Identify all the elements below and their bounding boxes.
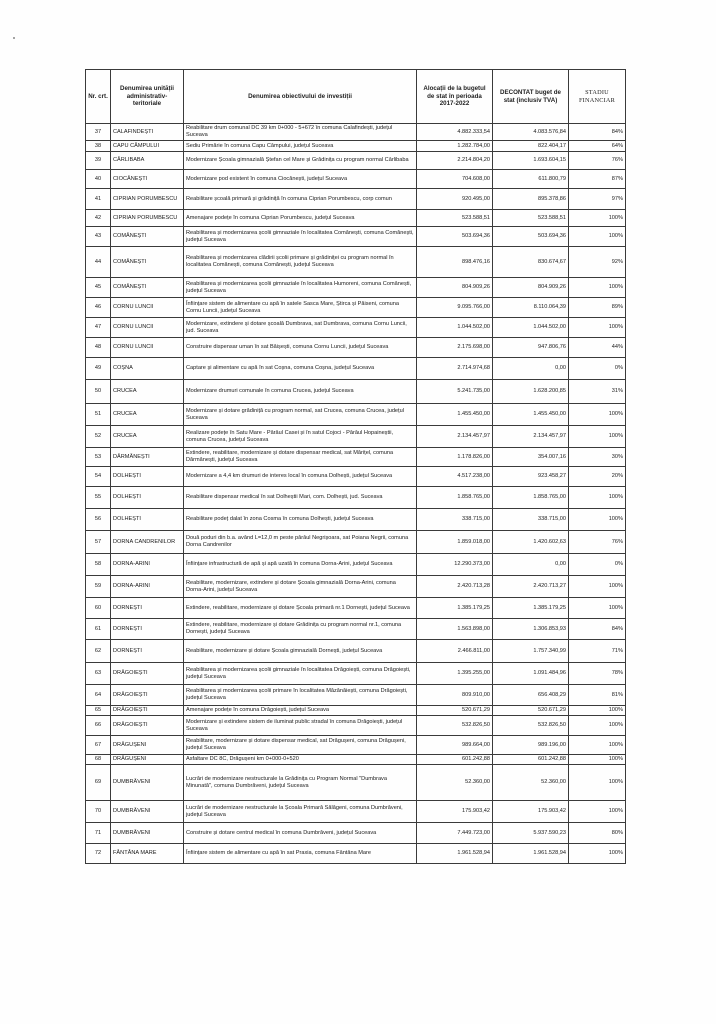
row-nr: 71 — [86, 823, 111, 844]
row-unit: DRĂGUȘENI — [111, 755, 184, 765]
row-allocation: 1.178.826,00 — [417, 448, 493, 467]
row-allocation: 2.420.713,28 — [417, 576, 493, 598]
investment-table — [85, 69, 626, 864]
header-nr: Nr. crt. — [86, 70, 111, 124]
row-nr: 66 — [86, 716, 111, 736]
row-objective: Reabilitare podeț dalat în zona Cosma în comuna Dolhești, județul Suceava — [184, 509, 417, 531]
row-stage: 100% — [569, 227, 626, 247]
row-settled: 0,00 — [493, 358, 569, 380]
row-nr: 44 — [86, 247, 111, 278]
row-stage: 89% — [569, 298, 626, 318]
row-settled: 830.674,67 — [493, 247, 569, 278]
table-row — [86, 298, 626, 318]
row-settled: 4.083.576,84 — [493, 124, 569, 141]
table-row — [86, 554, 626, 576]
row-objective: Lucrări de modernizare nestructurale la Școala Primară Sălăgeni, comuna Dumbrăveni, județul Suceava — [184, 801, 417, 823]
row-unit: DRĂGOIEȘTI — [111, 663, 184, 685]
row-allocation: 52.360,00 — [417, 765, 493, 801]
row-unit: DRĂGOIEȘTI — [111, 716, 184, 736]
row-unit: CORNU LUNCII — [111, 338, 184, 358]
table-row — [86, 736, 626, 755]
row-objective: Realizare podețe în Satu Mare - Pârâul Casei și în satul Cojoci - Pârâul Hopaineștii, comuna Crucea, județul Suceava — [184, 426, 417, 448]
row-nr: 37 — [86, 124, 111, 141]
row-allocation: 523.588,51 — [417, 210, 493, 227]
row-allocation: 704.608,00 — [417, 170, 493, 189]
row-stage: 78% — [569, 663, 626, 685]
row-settled: 5.937.590,23 — [493, 823, 569, 844]
row-nr: 63 — [86, 663, 111, 685]
row-settled: 0,00 — [493, 554, 569, 576]
row-nr: 47 — [86, 318, 111, 338]
row-nr: 72 — [86, 844, 111, 864]
row-unit: CRUCEA — [111, 404, 184, 426]
row-unit: DORNEȘTI — [111, 640, 184, 663]
row-unit: CIOCĂNEȘTI — [111, 170, 184, 189]
row-allocation: 920.495,00 — [417, 189, 493, 210]
table-row — [86, 124, 626, 141]
row-nr: 58 — [86, 554, 111, 576]
row-settled: 923.458,27 — [493, 467, 569, 487]
table-row — [86, 227, 626, 247]
table-row — [86, 640, 626, 663]
row-allocation: 338.715,00 — [417, 509, 493, 531]
row-settled: 1.757.340,99 — [493, 640, 569, 663]
row-objective: Reabilitarea și modernizarea clădirii școlii primare și grădiniței cu program normal în localitatea Comănești, comuna Comănești, județul Suceava — [184, 247, 417, 278]
table-header — [86, 70, 626, 124]
table-row — [86, 531, 626, 554]
row-allocation: 1.563.898,00 — [417, 619, 493, 640]
header-allocation: Alocații de la bugetul de stat în perioada 2017-2022 — [417, 70, 493, 124]
row-nr: 55 — [86, 487, 111, 509]
row-allocation: 2.134.457,97 — [417, 426, 493, 448]
row-objective: Amenajare podețe în comuna Ciprian Porumbescu, județul Suceava — [184, 210, 417, 227]
row-settled: 1.091.484,96 — [493, 663, 569, 685]
row-allocation: 601.242,88 — [417, 755, 493, 765]
row-nr: 40 — [86, 170, 111, 189]
row-unit: DORNA CANDRENILOR — [111, 531, 184, 554]
row-stage: 100% — [569, 716, 626, 736]
scan-speck — [13, 37, 15, 39]
header-settled: DECONTAT buget de stat (inclusiv TVA) — [493, 70, 569, 124]
row-nr: 68 — [86, 755, 111, 765]
row-nr: 42 — [86, 210, 111, 227]
table-row — [86, 448, 626, 467]
row-stage: 100% — [569, 736, 626, 755]
row-allocation: 2.214.804,20 — [417, 152, 493, 170]
row-objective: Înființare sistem de alimentare cu apă în sat Praxia, comuna Fântâna Mare — [184, 844, 417, 864]
row-stage: 100% — [569, 576, 626, 598]
row-allocation: 1.859.018,00 — [417, 531, 493, 554]
row-unit: CAPU CÂMPULUI — [111, 141, 184, 152]
row-objective: Construire dispensar uman în sat Băișești, comuna Cornu Luncii, județul Suceava — [184, 338, 417, 358]
row-unit: CORNU LUNCII — [111, 318, 184, 338]
row-nr: 64 — [86, 685, 111, 706]
row-unit: DUMBRĂVENI — [111, 765, 184, 801]
row-settled: 611.800,79 — [493, 170, 569, 189]
row-stage: 71% — [569, 640, 626, 663]
row-allocation: 2.175.698,00 — [417, 338, 493, 358]
row-objective: Reabilitare, modernizare și dotare Școala gimnazială Dornești, județul Suceava — [184, 640, 417, 663]
table-row — [86, 685, 626, 706]
row-unit: DORNEȘTI — [111, 598, 184, 619]
row-allocation: 804.909,26 — [417, 278, 493, 298]
row-nr: 50 — [86, 380, 111, 404]
row-objective: Reabilitare dispensar medical în sat Dolheștii Mari, com. Dolhești, jud. Suceava — [184, 487, 417, 509]
row-nr: 43 — [86, 227, 111, 247]
row-unit: DUMBRĂVENI — [111, 823, 184, 844]
row-objective: Extindere, reabilitare, modernizare și dotare Școala primară nr.1 Dornești, județul Suceava — [184, 598, 417, 619]
row-settled: 989.196,00 — [493, 736, 569, 755]
row-settled: 804.909,26 — [493, 278, 569, 298]
row-stage: 64% — [569, 141, 626, 152]
row-settled: 1.628.200,85 — [493, 380, 569, 404]
row-allocation: 503.694,36 — [417, 227, 493, 247]
row-settled: 1.961.528,94 — [493, 844, 569, 864]
row-nr: 62 — [86, 640, 111, 663]
row-stage: 81% — [569, 685, 626, 706]
row-stage: 92% — [569, 247, 626, 278]
row-allocation: 898.476,16 — [417, 247, 493, 278]
row-nr: 45 — [86, 278, 111, 298]
row-stage: 20% — [569, 467, 626, 487]
row-settled: 822.404,17 — [493, 141, 569, 152]
table-row — [86, 663, 626, 685]
row-unit: DOLHEȘTI — [111, 509, 184, 531]
row-nr: 67 — [86, 736, 111, 755]
table-row — [86, 189, 626, 210]
table-row — [86, 765, 626, 801]
row-unit: DOLHEȘTI — [111, 487, 184, 509]
row-objective: Reabilitarea și modernizarea școlii gimnaziale în localitatea Drăgoiești, comuna Drăgoiești, județul Suceava — [184, 663, 417, 685]
table-row — [86, 380, 626, 404]
table-row — [86, 576, 626, 598]
row-nr: 46 — [86, 298, 111, 318]
row-allocation: 4.882.333,54 — [417, 124, 493, 141]
table-row — [86, 509, 626, 531]
table-row — [86, 152, 626, 170]
row-objective: Înființare infrastructură de apă și apă uzată în comuna Dorna-Arini, județul Suceava — [184, 554, 417, 576]
table-row — [86, 338, 626, 358]
row-objective: Înființare sistem de alimentare cu apă în satele Sasca Mare, Știrca și Păiseni, comuna Cornu Luncii, județul Suceava — [184, 298, 417, 318]
row-allocation: 520.671,29 — [417, 706, 493, 716]
row-objective: Modernizare a 4,4 km drumuri de interes local în comuna Dolhești, județul Suceava — [184, 467, 417, 487]
row-settled: 532.826,50 — [493, 716, 569, 736]
row-unit: CIPRIAN PORUMBESCU — [111, 210, 184, 227]
row-stage: 100% — [569, 210, 626, 227]
row-unit: COMĂNEȘTI — [111, 227, 184, 247]
row-stage: 0% — [569, 554, 626, 576]
row-nr: 59 — [86, 576, 111, 598]
row-unit: CIPRIAN PORUMBESCU — [111, 189, 184, 210]
row-stage: 87% — [569, 170, 626, 189]
row-stage: 100% — [569, 801, 626, 823]
table-row — [86, 170, 626, 189]
row-stage: 0% — [569, 358, 626, 380]
row-nr: 48 — [86, 338, 111, 358]
row-settled: 2.420.713,27 — [493, 576, 569, 598]
table-row — [86, 801, 626, 823]
row-objective: Extindere, reabilitare, modernizare și dotare Grădinița cu program normal nr.1, comuna Dornești, județul Suceava — [184, 619, 417, 640]
table-row — [86, 318, 626, 338]
row-unit: DĂRMĂNEȘTI — [111, 448, 184, 467]
row-stage: 100% — [569, 318, 626, 338]
row-nr: 56 — [86, 509, 111, 531]
row-unit: DUMBRĂVENI — [111, 801, 184, 823]
table-row — [86, 358, 626, 380]
row-allocation: 4.517.238,00 — [417, 467, 493, 487]
row-unit: DORNEȘTI — [111, 619, 184, 640]
row-objective: Captare și alimentare cu apă în sat Coșna, comuna Coșna, județul Suceava — [184, 358, 417, 380]
row-objective: Sediu Primărie în comuna Capu Câmpului, județul Suceava — [184, 141, 417, 152]
row-objective: Reabilitare drum comunal DC 39 km 0+000 - 5+672 în comuna Calafindești, județul Suceava — [184, 124, 417, 141]
row-nr: 61 — [86, 619, 111, 640]
row-unit: CRUCEA — [111, 426, 184, 448]
row-stage: 30% — [569, 448, 626, 467]
row-objective: Modernizare pod existent în comuna Ciocănești, județul Suceava — [184, 170, 417, 189]
row-allocation: 1.282.784,00 — [417, 141, 493, 152]
row-stage: 100% — [569, 598, 626, 619]
row-allocation: 532.826,50 — [417, 716, 493, 736]
row-settled: 1.044.502,00 — [493, 318, 569, 338]
row-objective: Lucrări de modernizare nestructurale la Grădinița cu Program Normal "Dumbrava Minunată", comuna Dumbrăveni, județul Suceava — [184, 765, 417, 801]
row-settled: 523.588,51 — [493, 210, 569, 227]
row-objective: Amenajare podețe în comuna Drăgoiești, județul Suceava — [184, 706, 417, 716]
row-unit: DRĂGOIEȘTI — [111, 685, 184, 706]
row-objective: Modernizare, extindere și dotare școală Dumbrava, sat Dumbrava, comuna Cornu Luncii, jud. Suceava — [184, 318, 417, 338]
row-stage: 100% — [569, 404, 626, 426]
table-row — [86, 487, 626, 509]
row-nr: 70 — [86, 801, 111, 823]
row-allocation: 1.858.765,00 — [417, 487, 493, 509]
row-allocation: 1.455.450,00 — [417, 404, 493, 426]
row-settled: 52.360,00 — [493, 765, 569, 801]
row-stage: 100% — [569, 426, 626, 448]
row-settled: 354.007,16 — [493, 448, 569, 467]
table-row — [86, 823, 626, 844]
table-row — [86, 598, 626, 619]
row-unit: COȘNA — [111, 358, 184, 380]
row-allocation: 1.395.255,00 — [417, 663, 493, 685]
row-settled: 503.694,36 — [493, 227, 569, 247]
table-row — [86, 467, 626, 487]
row-objective: Modernizare și dotare grădiniță cu program normal, sat Crucea, comuna Crucea, județul Suceava — [184, 404, 417, 426]
row-allocation: 5.241.735,00 — [417, 380, 493, 404]
table-row — [86, 210, 626, 227]
row-nr: 41 — [86, 189, 111, 210]
row-stage: 100% — [569, 765, 626, 801]
table-row — [86, 247, 626, 278]
row-settled: 895.378,86 — [493, 189, 569, 210]
row-unit: COMĂNEȘTI — [111, 247, 184, 278]
header-unit: Denumirea unității administrativ-teritoriale — [111, 70, 184, 124]
row-settled: 1.693.604,15 — [493, 152, 569, 170]
row-stage: 84% — [569, 619, 626, 640]
row-stage: 100% — [569, 278, 626, 298]
row-settled: 520.671,29 — [493, 706, 569, 716]
row-allocation: 1.385.179,25 — [417, 598, 493, 619]
table-body — [86, 124, 626, 864]
row-allocation: 1.044.502,00 — [417, 318, 493, 338]
row-unit: DOLHEȘTI — [111, 467, 184, 487]
row-allocation: 1.961.528,94 — [417, 844, 493, 864]
row-settled: 175.903,42 — [493, 801, 569, 823]
row-stage: 100% — [569, 844, 626, 864]
row-allocation: 2.714.974,68 — [417, 358, 493, 380]
row-unit: CALAFINDEȘTI — [111, 124, 184, 141]
row-settled: 1.420.602,63 — [493, 531, 569, 554]
row-settled: 947.806,76 — [493, 338, 569, 358]
row-allocation: 12.290.373,00 — [417, 554, 493, 576]
row-settled: 1.306.853,93 — [493, 619, 569, 640]
row-settled: 8.110.064,39 — [493, 298, 569, 318]
row-nr: 69 — [86, 765, 111, 801]
row-allocation: 7.449.723,00 — [417, 823, 493, 844]
row-stage: 84% — [569, 124, 626, 141]
table-row — [86, 619, 626, 640]
row-settled: 1.455.450,00 — [493, 404, 569, 426]
row-stage: 100% — [569, 706, 626, 716]
row-allocation: 2.466.811,00 — [417, 640, 493, 663]
table-row — [86, 426, 626, 448]
row-unit: CORNU LUNCII — [111, 298, 184, 318]
table-row — [86, 755, 626, 765]
row-allocation: 809.910,00 — [417, 685, 493, 706]
row-nr: 53 — [86, 448, 111, 467]
row-settled: 1.858.765,00 — [493, 487, 569, 509]
row-stage: 100% — [569, 487, 626, 509]
table-row — [86, 278, 626, 298]
row-stage: 97% — [569, 189, 626, 210]
header-objective: Denumirea obiectivului de investiții — [184, 70, 417, 124]
row-nr: 39 — [86, 152, 111, 170]
row-unit: DORNA-ARINI — [111, 554, 184, 576]
row-objective: Extindere, reabilitare, modernizare și dotare dispensar medical, sat Mărițel, comuna Dărmănești, județul Suceava — [184, 448, 417, 467]
row-objective: Construire și dotare centrul medical în comuna Dumbrăveni, județul Suceava — [184, 823, 417, 844]
row-objective: Reabilitarea și modernizarea școlii gimnaziale în localitatea Humoreni, comuna Comănești, județul Suceava — [184, 278, 417, 298]
row-nr: 52 — [86, 426, 111, 448]
table-row — [86, 404, 626, 426]
row-allocation: 989.664,00 — [417, 736, 493, 755]
row-objective: Reabilitare, modernizare, extindere și dotare Școala gimnazială Dorna-Arini, comuna Dorna-Arini, județul Suceava — [184, 576, 417, 598]
table-row — [86, 141, 626, 152]
row-stage: 100% — [569, 755, 626, 765]
row-objective: Două poduri din b.a. având L=12,0 m peste pârâul Negrișoara, sat Poiana Negrii, comuna Dorna Candrenilor — [184, 531, 417, 554]
row-stage: 80% — [569, 823, 626, 844]
row-objective: Reabilitarea și modernizarea școlii gimnaziale în localitatea Comănești, comuna Comănești, județul Suceava — [184, 227, 417, 247]
row-allocation: 9.095.766,00 — [417, 298, 493, 318]
table-row — [86, 716, 626, 736]
row-objective: Asfaltare DC 8C, Drăgușeni km 0+000-0+520 — [184, 755, 417, 765]
table-row — [86, 706, 626, 716]
row-settled: 601.242,88 — [493, 755, 569, 765]
row-objective: Reabilitarea și modernizarea școlii primare în localitatea Măzănăiești, comuna Drăgoiești, județul Suceava — [184, 685, 417, 706]
row-settled: 656.408,29 — [493, 685, 569, 706]
row-allocation: 175.903,42 — [417, 801, 493, 823]
row-nr: 60 — [86, 598, 111, 619]
row-unit: DRĂGOIEȘTI — [111, 706, 184, 716]
row-nr: 65 — [86, 706, 111, 716]
row-unit: CÂRLIBABA — [111, 152, 184, 170]
row-nr: 54 — [86, 467, 111, 487]
row-stage: 44% — [569, 338, 626, 358]
row-objective: Reabilitare, modernizare și dotare dispensar medical, sat Drăgușeni, comuna Drăgușeni, județul Suceava — [184, 736, 417, 755]
row-settled: 338.715,00 — [493, 509, 569, 531]
header-stage: STADIU FINANCIAR — [569, 70, 626, 124]
row-nr: 51 — [86, 404, 111, 426]
row-unit: CRUCEA — [111, 380, 184, 404]
row-nr: 38 — [86, 141, 111, 152]
row-stage: 31% — [569, 380, 626, 404]
row-unit: FÂNTÂNA MARE — [111, 844, 184, 864]
row-nr: 49 — [86, 358, 111, 380]
row-objective: Modernizare drumuri comunale în comuna Crucea, județul Suceava — [184, 380, 417, 404]
row-unit: DORNA-ARINI — [111, 576, 184, 598]
row-stage: 100% — [569, 509, 626, 531]
row-settled: 1.385.179,25 — [493, 598, 569, 619]
row-nr: 57 — [86, 531, 111, 554]
row-unit: DRĂGUȘENI — [111, 736, 184, 755]
row-stage: 76% — [569, 531, 626, 554]
row-objective: Modernizare și extindere sistem de iluminat public stradal în comuna Drăgoiești, județul Suceava — [184, 716, 417, 736]
row-objective: Reabilitare școală primară și grădiniță în comuna Ciprian Porumbescu, corp comun — [184, 189, 417, 210]
row-stage: 76% — [569, 152, 626, 170]
table-row — [86, 844, 626, 864]
row-unit: COMĂNEȘTI — [111, 278, 184, 298]
row-settled: 2.134.457,97 — [493, 426, 569, 448]
row-objective: Modernizare Școala gimnazială Ștefan cel Mare și Grădinița cu program normal Cârlibaba — [184, 152, 417, 170]
